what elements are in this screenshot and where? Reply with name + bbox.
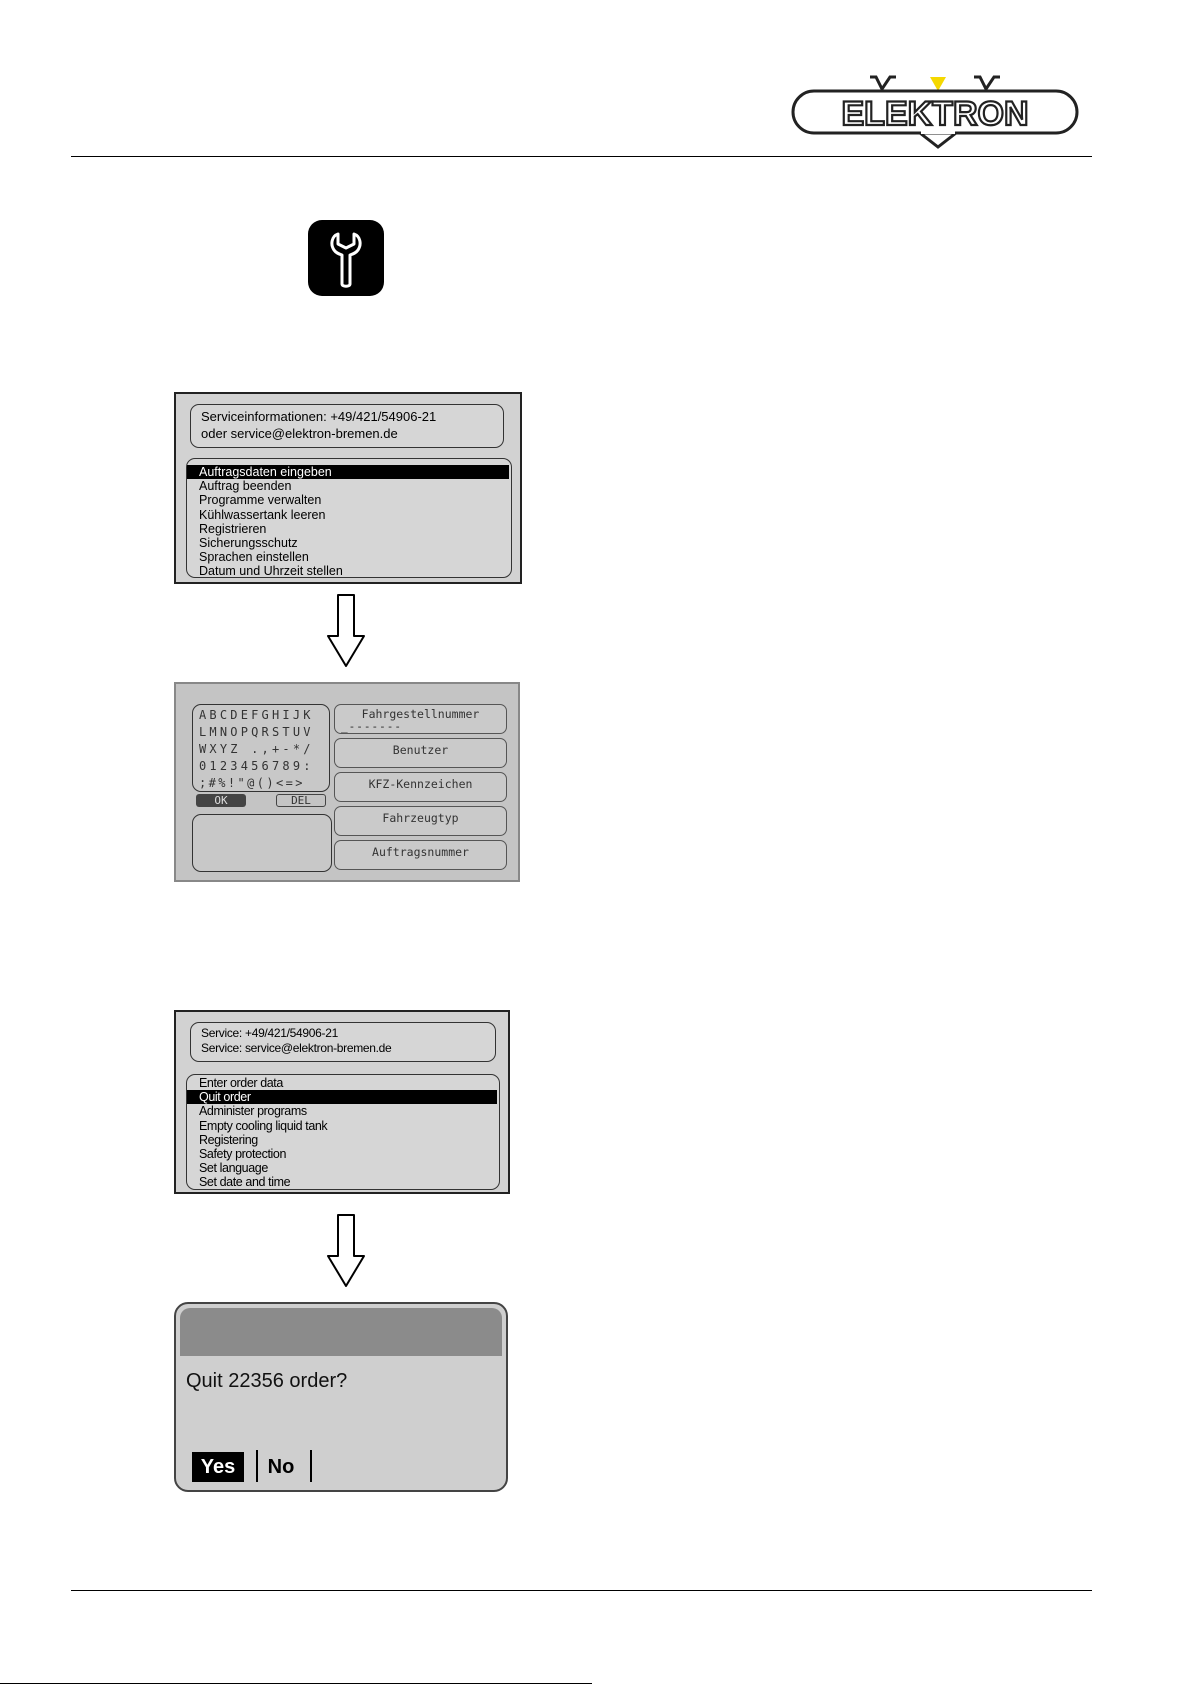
quit-order-dialog [174, 1302, 508, 1492]
field-label: Benutzer [392, 743, 449, 757]
field-fahrgestellnummer[interactable] [334, 704, 507, 734]
field-kfz-kennzeichen[interactable] [334, 772, 507, 802]
menu-item-auftrag-beenden[interactable]: Auftrag beenden [199, 479, 292, 494]
ok-button[interactable]: OK [196, 794, 246, 807]
keyboard-row[interactable]: LMNOPQRSTUV [199, 725, 314, 739]
menu-item-registrieren[interactable]: Registrieren [199, 521, 267, 536]
service-menu-panel [186, 1074, 500, 1190]
page-bottom-rule [0, 1683, 592, 1684]
field-label: Fahrzeugtyp [382, 811, 459, 825]
preview-panel [192, 814, 332, 872]
menu-item-safety-protection[interactable]: Safety protection [199, 1147, 287, 1161]
field-benutzer[interactable] [334, 738, 507, 768]
service-menu-screen-en [174, 1010, 510, 1194]
menu-item-set-language[interactable]: Set language [199, 1161, 268, 1176]
elektron-logo [790, 75, 1080, 150]
service-info-email: oder service@elektron-bremen.de [201, 426, 398, 441]
menu-item-kuehlwassertank-leeren[interactable]: Kühlwassertank leeren [199, 507, 326, 522]
yes-button[interactable]: Yes [192, 1452, 244, 1482]
menu-item-enter-order-data[interactable]: Enter order data [199, 1076, 283, 1090]
menu-item-administer-programs[interactable]: Administer programs [199, 1104, 307, 1119]
down-arrow-icon [326, 1214, 366, 1288]
service-info-phone: Service: +49/421/54906-21 [201, 1026, 338, 1040]
field-label: Auftragsnummer [372, 845, 469, 859]
service-info-email: Service: service@elektron-bremen.de [201, 1041, 392, 1055]
logo-text: ELEKTRON [841, 95, 1029, 133]
menu-item-sicherungsschutz[interactable]: Sicherungsschutz [199, 536, 298, 550]
service-info-phone: Serviceinformationen: +49/421/54906-21 [201, 409, 437, 424]
service-info-panel [190, 1022, 496, 1062]
del-button[interactable]: DEL [276, 794, 326, 807]
service-menu-screen-de [174, 392, 522, 584]
footer-rule [71, 1590, 1092, 1591]
field-auftragsnummer[interactable] [334, 840, 507, 870]
field-label: KFZ-Kennzeichen [368, 777, 473, 791]
order-data-entry-screen [174, 682, 520, 882]
menu-item-sprachen-einstellen[interactable]: Sprachen einstellen [199, 550, 309, 565]
menu-item-programme-verwalten[interactable]: Programme verwalten [199, 493, 322, 508]
no-button[interactable]: No [267, 1456, 295, 1478]
button-separator [310, 1450, 312, 1482]
button-separator [256, 1450, 258, 1482]
menu-item-datum-uhrzeit[interactable]: Datum und Uhrzeit stellen [199, 564, 343, 579]
keyboard-row[interactable]: WXYZ .,+-*/ [199, 742, 314, 756]
down-arrow-icon [326, 594, 366, 668]
menu-item-registering[interactable]: Registering [199, 1132, 258, 1147]
input-value[interactable]: _------- [341, 720, 402, 733]
menu-item-auftragsdaten-eingeben[interactable]: Auftragsdaten eingeben [187, 465, 509, 479]
service-info-panel [190, 404, 504, 448]
keyboard-row[interactable]: 0123456789: [199, 759, 314, 773]
menu-item-set-date-time[interactable]: Set date and time [199, 1175, 291, 1190]
dialog-question: Quit 22356 order? [186, 1370, 348, 1392]
header-rule [71, 156, 1092, 157]
keyboard-row[interactable]: ;#%!"@()<=> [199, 776, 305, 790]
dialog-header [180, 1308, 502, 1356]
keyboard-row[interactable]: ABCDEFGHIJK [199, 708, 314, 722]
keyboard-panel [192, 704, 330, 792]
wrench-icon [308, 220, 384, 296]
field-fahrzeugtyp[interactable] [334, 806, 507, 836]
field-label: Fahrgestellnummer [361, 707, 480, 721]
menu-item-quit-order[interactable]: Quit order [187, 1090, 497, 1104]
service-menu-panel [186, 458, 512, 578]
menu-item-empty-cooling-tank[interactable]: Empty cooling liquid tank [199, 1118, 328, 1133]
